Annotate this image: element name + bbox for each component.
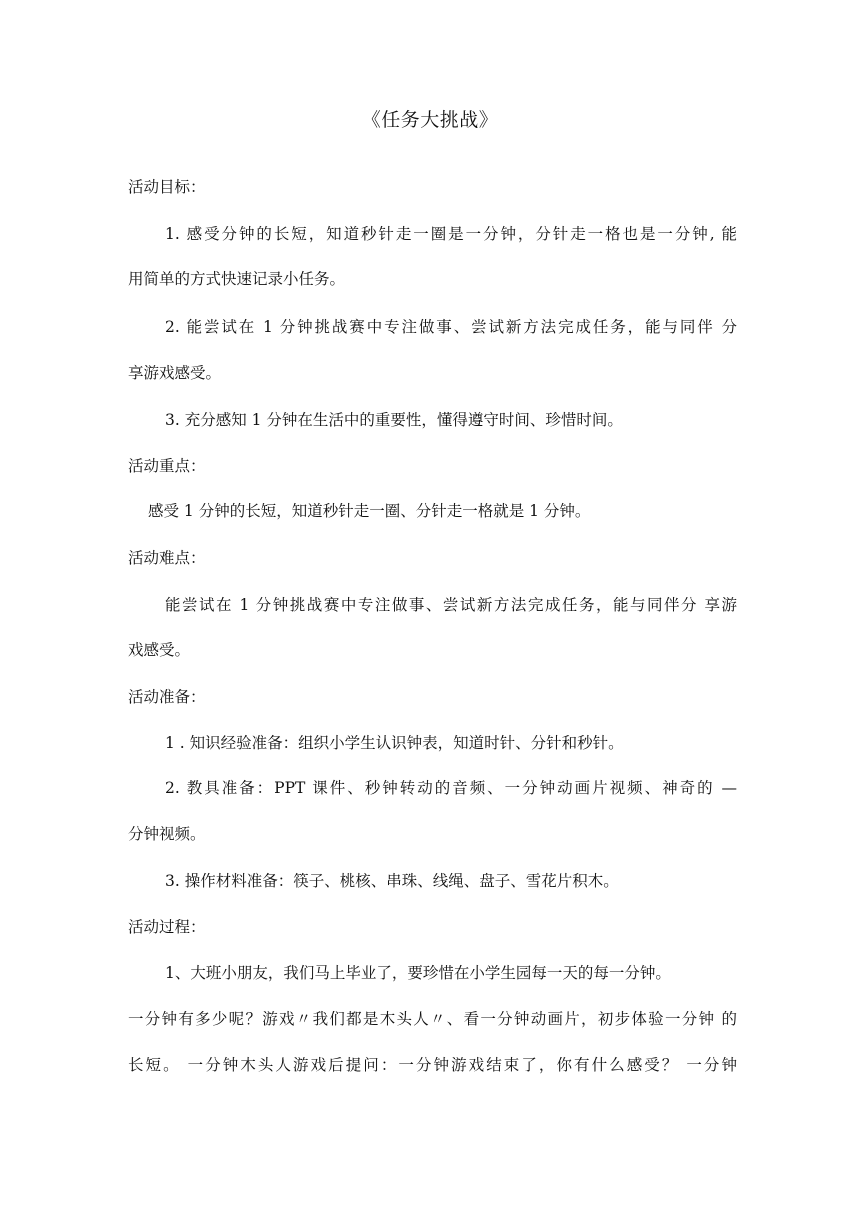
objective-3: 3. 充分感知 1 分钟在生活中的重要性，懂得遵守时间、珍惜时间。 (165, 411, 623, 429)
difficulty-line-2: 戏感受。 (128, 641, 191, 659)
document-title: 《任务大挑战》 (361, 109, 499, 131)
heading-process: 活动过程： (128, 918, 206, 936)
difficulty-line-1: 能尝试在 1 分钟挑战赛中专注做事、尝试新方法完成任务，能与同伴分 享游 (165, 596, 737, 614)
preparation-2-line-2: 分钟视频。 (128, 825, 206, 843)
heading-preparation: 活动准备： (128, 688, 206, 706)
preparation-2-line-1: 2. 教具准备：PPT 课件、秒钟转动的音频、一分钟动画片视频、神奇的 — (165, 779, 737, 797)
heading-key-point: 活动重点： (128, 457, 206, 475)
key-point-text: 感受 1 分钟的长短，知道秒针走一圈、分针走一格就是 1 分钟。 (148, 502, 591, 520)
process-line-1: 1、大班小朋友，我们马上毕业了，要珍惜在小学生园每一天的每一分钟。 (165, 964, 671, 982)
process-line-3: 长短。 一分钟木头人游戏后提问：一分钟游戏结束了，你有什么感受？ 一分钟 (128, 1056, 737, 1074)
preparation-1: 1 . 知识经验准备：组织小学生认识钟表，知道时针、分针和秒针。 (165, 734, 624, 752)
objective-2-line-2: 享游戏感受。 (128, 364, 222, 382)
heading-objectives: 活动目标： (128, 178, 206, 196)
objective-1-line-2: 用简单的方式快速记录小任务。 (128, 270, 346, 288)
objective-2-line-1: 2. 能尝试在 1 分钟挑战赛中专注做事、尝试新方法完成任务，能与同伴 分 (165, 318, 737, 336)
objective-1-line-1: 1. 感受分钟的长短，知道秒针走一圈是一分钟，分针走一格也是一分钟, 能 (165, 225, 737, 243)
heading-difficulty: 活动难点： (128, 549, 206, 567)
process-line-2: 一分钟有多少呢？游戏〃我们都是木头人〃、看一分钟动画片，初步体验一分钟 的 (128, 1010, 737, 1028)
preparation-3: 3. 操作材料准备：筷子、桃核、串珠、线绳、盘子、雪花片积木。 (165, 872, 619, 890)
